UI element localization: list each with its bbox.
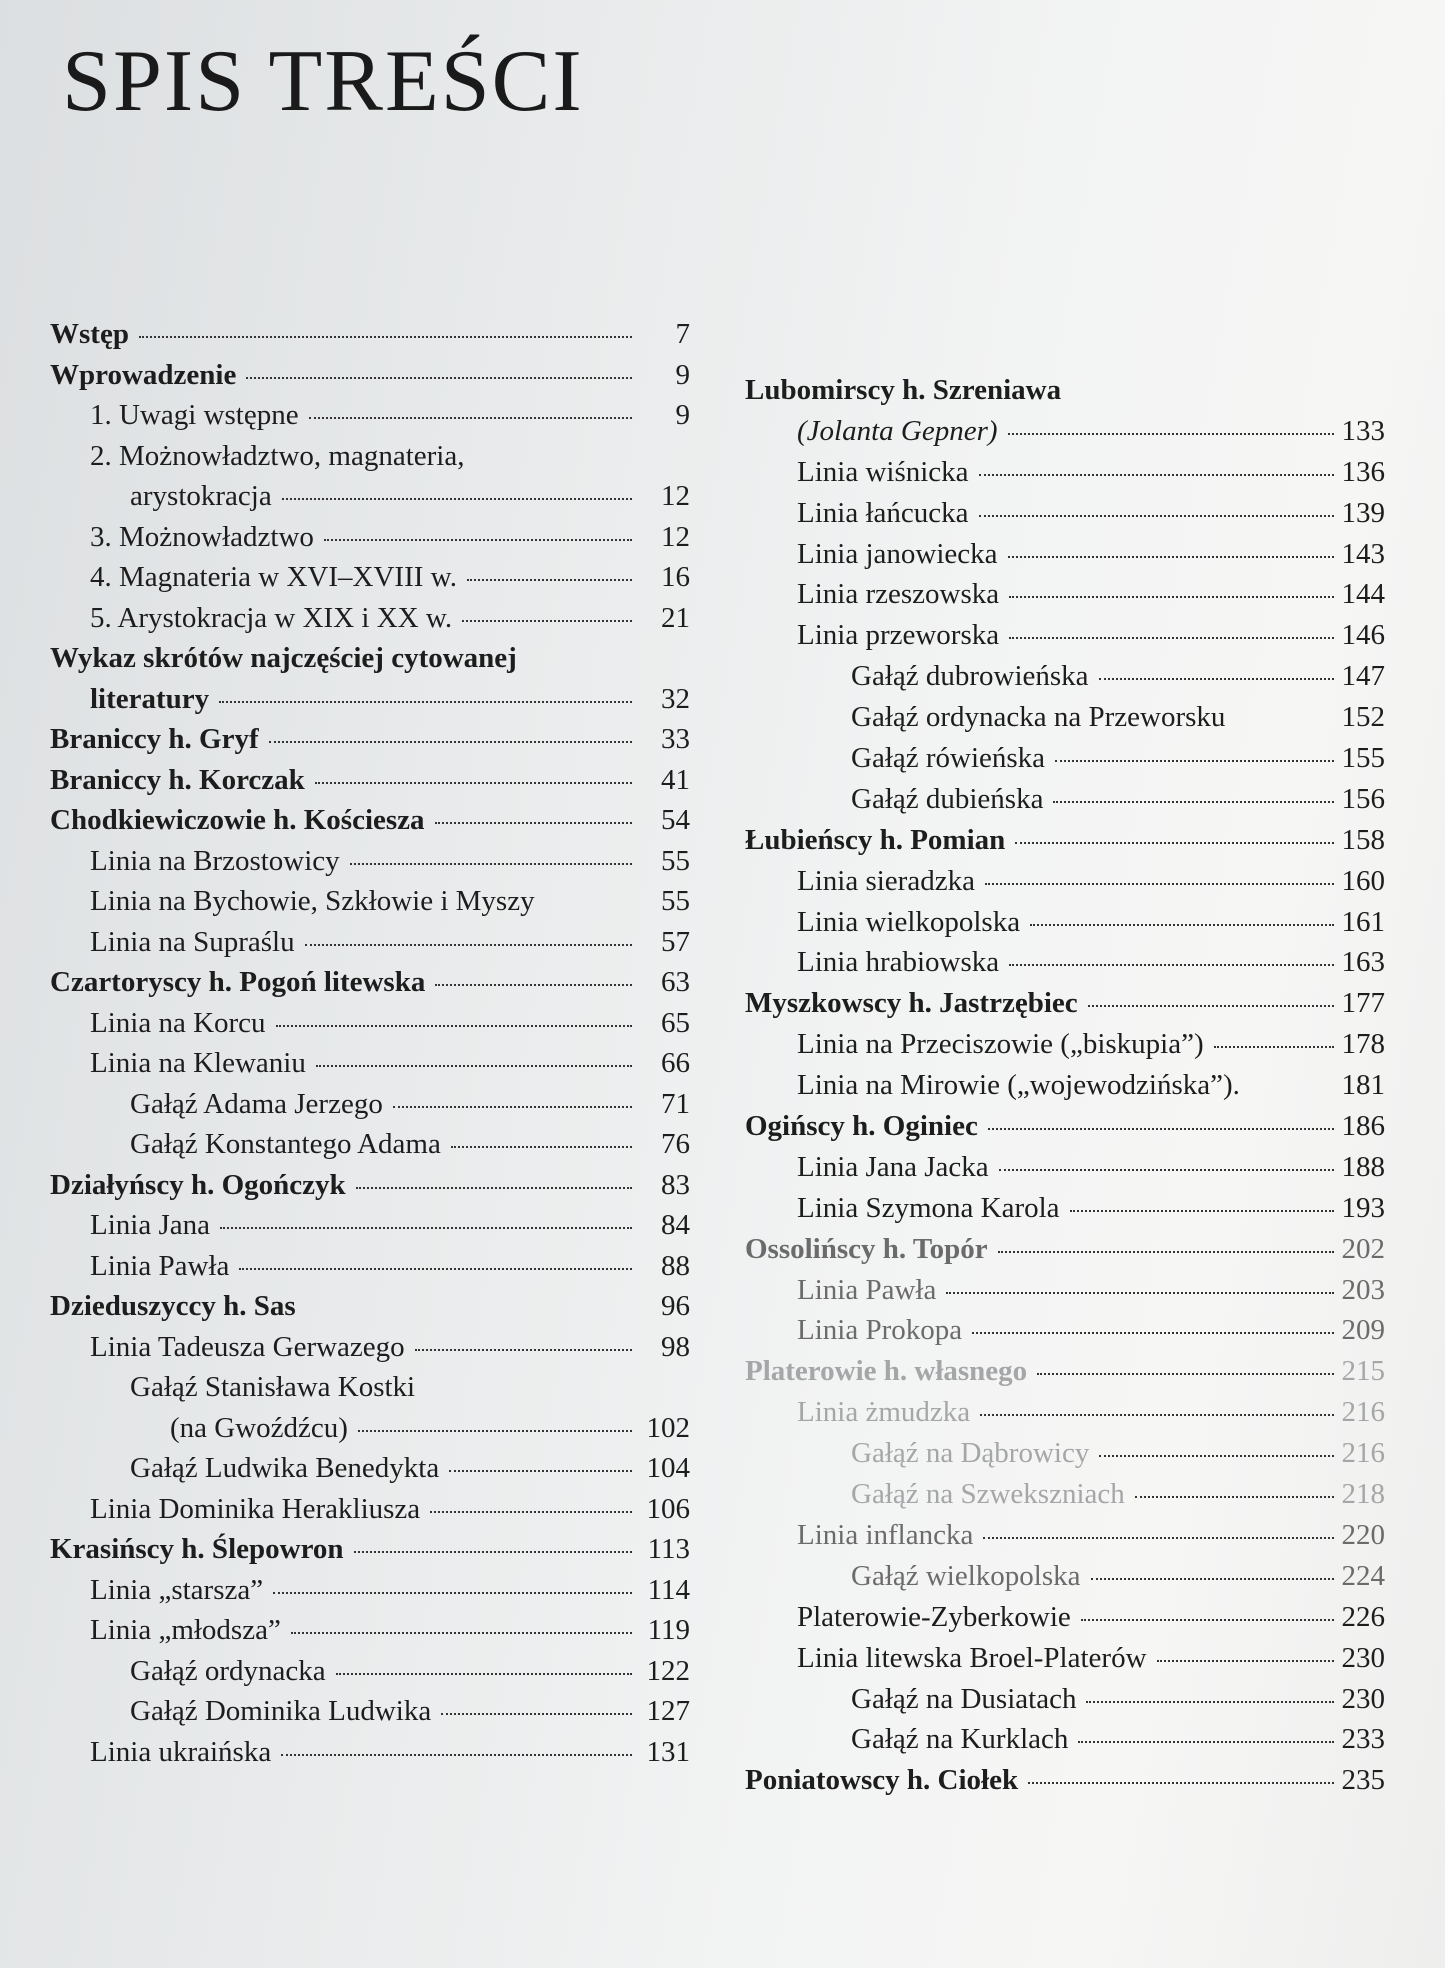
toc-entry-title: 3. Możnowładztwo [90,520,314,553]
toc-entry [50,480,690,521]
toc-entry-title: Gałąź Ludwika Benedykta [130,1452,440,1484]
toc-entry [745,1110,1385,1151]
toc-entry [50,885,690,926]
toc-entry-title: Linia litewska Broel-Platerów [797,1641,1147,1674]
toc-entry-page: 66 [661,1047,690,1079]
dot-leader [1009,596,1333,598]
toc-entry-title: (Jolanta Gepner) [797,414,998,447]
toc-entry-title: Linia Tadeusza Gerwazego [90,1330,405,1363]
toc-entry-page: 216 [1341,1396,1385,1429]
toc-entry-title: Gałąź na Kurklach [851,1723,1069,1756]
toc-entry-page: 144 [1341,578,1385,611]
dot-leader [435,822,632,824]
toc-entry-page: 63 [661,966,690,998]
dot-leader [273,1592,632,1594]
toc-entry-title: Platerowie-Zyberkowie [797,1600,1071,1633]
toc-entry [745,742,1385,783]
toc-entry-title: 1. Uwagi wstępne [90,399,299,431]
toc-entry-title: Linia rzeszowska [797,578,1000,611]
toc-entry-page: 114 [647,1573,690,1606]
toc-entry [50,1169,690,1210]
dot-leader [1214,1046,1334,1048]
toc-entry-title: Linia przeworska [797,619,1000,652]
dot-leader [449,1470,632,1472]
toc-entry-title: Czartoryscy h. Pogoń litewska [50,966,426,998]
toc-entry [745,1396,1385,1437]
toc-entry [50,1047,690,1088]
dot-leader [988,1128,1334,1130]
toc-entry-title: Gałąź dubrowieńska [851,660,1089,693]
toc-entry [745,783,1385,824]
toc-entry [50,1493,690,1534]
dot-leader [451,1146,632,1148]
toc-entry-page: 12 [661,520,690,553]
dot-leader [316,1065,632,1067]
dot-leader [972,1332,1333,1334]
dot-leader [1008,556,1334,558]
toc-entry-title: Wykaz skrótów najczęściej cytowanej [50,642,517,674]
toc-entry-title: Linia na Korcu [90,1006,266,1039]
dot-leader [1028,1782,1333,1784]
toc-entry-page: 233 [1341,1723,1385,1756]
toc-entry-title: Linia sieradzka [797,864,975,897]
toc-entry-page: 202 [1341,1232,1385,1265]
toc-entry-page: 215 [1341,1355,1385,1388]
toc-entry [745,1192,1385,1233]
toc-entry-page: 224 [1341,1559,1385,1592]
toc-entry-title: Gałąź na Dusiatach [851,1682,1077,1715]
toc-entry-page: 218 [1341,1478,1385,1511]
dot-leader [415,1349,632,1351]
toc-entry [50,1695,690,1736]
toc-entry-title: Gałąź rówieńska [851,742,1046,775]
toc-entry [50,642,690,683]
toc-entry [745,701,1385,742]
toc-entry-page: 84 [661,1209,690,1241]
dot-leader [1008,433,1334,435]
toc-entry-page: 163 [1341,946,1385,979]
toc-entry-page: 65 [661,1006,690,1039]
page-title: SPIS TREŚCI [62,33,584,130]
toc-entry-page: 106 [646,1492,690,1525]
toc-entry-title: Wprowadzenie [50,358,237,391]
toc-entry-title: Linia na Supraślu [90,925,295,958]
toc-entry-page: 71 [661,1087,690,1120]
dot-leader [220,1227,632,1229]
toc-entry-page: 127 [646,1695,690,1727]
toc-entry [745,1560,1385,1601]
toc-entry [745,824,1385,865]
dot-leader [393,1106,632,1108]
toc-entry-title: Linia „starsza” [90,1573,264,1606]
toc-entry [50,1007,690,1048]
toc-entry-title: Linia wiśnicka [797,455,969,488]
toc-entry [745,1028,1385,1069]
toc-entry-page: 230 [1341,1641,1385,1674]
dot-leader [1099,678,1334,680]
toc-entry [50,1574,690,1615]
toc-entry-page: 76 [661,1128,690,1160]
toc-entry-page: 16 [661,561,690,593]
toc-entry [745,946,1385,987]
toc-entry [745,1437,1385,1478]
toc-entry-title: Linia „młodsza” [90,1614,281,1646]
toc-entry-title: Linia na Przeciszowie („biskupia”) [797,1028,1204,1061]
toc-entry [745,1478,1385,1519]
toc-entry-title: 2. Możnowładztwo, magnateria, [90,439,465,472]
toc-entry-title: Linia Szymona Karola [797,1191,1060,1224]
toc-entry-title: Gałąź Konstantego Adama [130,1128,441,1160]
toc-entry [745,1723,1385,1764]
toc-entry-title: Ogińscy h. Oginiec [745,1110,978,1143]
toc-entry-title: Linia łańcucka [797,496,969,529]
toc-entry [745,1764,1385,1805]
toc-entry-title: Linia inflancka [797,1518,974,1551]
toc-column-left [50,318,690,1776]
dot-leader [435,984,632,986]
toc-entry-page: 136 [1341,455,1385,488]
toc-entry-title: Linia Pawła [797,1273,937,1306]
toc-entry [50,1088,690,1129]
dot-leader [1055,760,1333,762]
toc-entry-title: Linia na Mirowie („wojewodzińska”). [797,1069,1240,1102]
toc-entry [50,440,690,481]
toc-entry-title: Chodkiewiczowie h. Kościesza [50,804,425,836]
dot-leader [336,1673,632,1675]
dot-leader [291,1632,632,1634]
toc-entry [745,660,1385,701]
toc-entry [50,1371,690,1412]
toc-entry-page: 230 [1341,1682,1385,1715]
toc-entry-page: 181 [1341,1069,1385,1102]
toc-entry [50,1533,690,1574]
toc-entry-title: Ossolińscy h. Topór [745,1232,988,1265]
toc-entry-page: 96 [661,1290,690,1322]
dot-leader [1015,842,1333,844]
toc-entry-title: Krasińscy h. Ślepowron [50,1533,344,1565]
toc-entry [50,723,690,764]
dot-leader [315,782,632,784]
toc-entry-title: Gałąź ordynacka na Przeworsku [851,701,1226,734]
toc-entry-page: 57 [661,925,690,958]
toc-entry-title: Linia Jana [90,1209,210,1241]
toc-entry [50,804,690,845]
toc-entry-title: Linia na Bychowie, Szkłowie i Myszy [90,885,535,917]
toc-entry-page: 88 [661,1249,690,1282]
toc-entry-page: 235 [1341,1764,1385,1797]
toc-entry-page: 83 [661,1168,690,1201]
dot-leader [139,336,632,338]
toc-entry-page: 177 [1341,987,1385,1020]
toc-entry-page: 152 [1341,701,1385,734]
toc-entry [745,1274,1385,1315]
toc-entry [50,764,690,805]
toc-entry-page: 178 [1341,1028,1385,1061]
dot-leader [1157,1660,1334,1662]
toc-entry [50,1655,690,1696]
toc-entry-title: Linia ukraińska [90,1735,272,1768]
toc-entry-page: 55 [661,885,690,917]
dot-leader [441,1713,632,1715]
toc-entry [745,1151,1385,1192]
toc-entry [745,906,1385,947]
dot-leader [946,1292,1333,1294]
toc-entry-page: 161 [1341,905,1385,938]
toc-entry-page: 193 [1341,1191,1385,1224]
toc-entry-title: Linia janowiecka [797,537,998,570]
toc-entry-page: 7 [675,318,690,350]
toc-entry [50,399,690,440]
toc-entry [50,845,690,886]
toc-entry-page: 203 [1341,1273,1385,1306]
toc-entry-page: 156 [1341,782,1385,815]
toc-entry-title: 5. Arystokracja w XIX i XX w. [90,601,453,634]
toc-entry-page: 122 [646,1654,690,1687]
toc-entry-title: Gałąź na Dąbrowicy [851,1437,1090,1470]
toc-entry-title: Gałąź dubieńska [851,782,1044,815]
toc-column-right [745,374,1385,1805]
toc-entry-page: 186 [1341,1110,1385,1143]
toc-entry-page: 98 [661,1330,690,1363]
toc-entry-page: 55 [661,844,690,877]
toc-entry-title: Gałąź wielkopolska [851,1559,1081,1592]
toc-entry [745,1355,1385,1396]
dot-leader [462,620,632,622]
toc-entry-page: 220 [1341,1518,1385,1551]
toc-entry-page: 147 [1341,660,1385,693]
dot-leader [1099,1455,1333,1457]
dot-leader [467,579,632,581]
dot-leader [999,1169,1334,1171]
dot-leader [1078,1741,1333,1743]
toc-entry [50,521,690,562]
toc-entry-title: literatury [90,682,210,715]
toc-entry [745,619,1385,660]
dot-leader [305,944,632,946]
toc-entry-page: 54 [661,804,690,836]
dot-leader [324,539,632,541]
toc-entry [745,865,1385,906]
toc-entry-title: Linia Dominika Herakliusza [90,1492,421,1525]
toc-entry-title: Dzieduszyccy h. Sas [50,1290,296,1322]
dot-leader [1091,1578,1334,1580]
toc-entry-page: 226 [1341,1600,1385,1633]
toc-entry [50,683,690,724]
toc-entry-title: Linia hrabiowska [797,946,1000,979]
toc-entry [50,359,690,400]
dot-leader [276,1025,632,1027]
toc-entry-title: Linia wielkopolska [797,905,1021,938]
toc-entry [745,538,1385,579]
toc-entry-page: 32 [661,682,690,715]
toc-entry-page: 155 [1341,742,1385,775]
toc-entry [745,1519,1385,1560]
toc-entry-page: 133 [1341,414,1385,447]
toc-entry-title: Linia Jana Jacka [797,1150,989,1183]
toc-entry-page: 139 [1341,496,1385,529]
toc-entry [745,1642,1385,1683]
toc-entry-page: 158 [1341,823,1385,856]
toc-entry-title: Lubomirscy h. Szreniawa [745,374,1062,406]
dot-leader [356,1187,632,1189]
toc-entry-page: 21 [661,601,690,634]
toc-entry-title: Linia na Klewaniu [90,1047,306,1079]
dot-leader [979,515,1334,517]
toc-entry-title: Działyńscy h. Ogończyk [50,1168,346,1201]
dot-leader [239,1268,632,1270]
toc-entry [50,1290,690,1331]
dot-leader [350,863,632,865]
toc-entry-page: 102 [646,1411,690,1444]
toc-entry-title: Linia na Brzostowicy [90,844,340,877]
toc-entry-title: Linia Prokopa [797,1314,963,1347]
toc-entry [50,1209,690,1250]
dot-leader [282,498,632,500]
toc-entry-page: 143 [1341,537,1385,570]
toc-entry [50,926,690,967]
toc-entry-title: Poniatowscy h. Ciołek [745,1764,1019,1797]
toc-entry-title: Myszkowscy h. Jastrzębiec [745,987,1078,1020]
toc-entry-page: 119 [647,1614,690,1646]
toc-entry-title: Platerowie h. własnego [745,1355,1028,1388]
dot-leader [281,1754,632,1756]
dot-leader [1037,1373,1333,1375]
toc-entry [745,374,1385,415]
toc-entry-title: Gałąź ordynacka [130,1654,326,1687]
toc-entry [745,987,1385,1028]
toc-entry-title: Wstęp [50,318,129,350]
toc-entry-page: 113 [647,1533,690,1565]
toc-entry-title: Gałąź Adama Jerzego [130,1087,383,1120]
dot-leader [269,741,632,743]
toc-entry-page: 33 [661,723,690,755]
toc-entry-page: 41 [661,763,690,796]
toc-entry-title: Gałąź Dominika Ludwika [130,1695,432,1727]
dot-leader [430,1511,632,1513]
toc-entry-title: 4. Magnateria w XVI–XVIII w. [90,561,457,593]
toc-entry-page: 209 [1341,1314,1385,1347]
toc-entry [745,1683,1385,1724]
toc-entry-title: Linia żmudzka [797,1396,971,1429]
toc-entry-title: Gałąź na Szwekszniach [851,1478,1125,1511]
toc-entry [50,1128,690,1169]
dot-leader [1030,924,1333,926]
toc-entry [50,1250,690,1291]
dot-leader [309,417,632,419]
toc-entry-title: Łubieńscy h. Pomian [745,823,1006,856]
toc-entry-title: Braniccy h. Korczak [50,763,305,796]
toc-entry-page: 9 [675,358,690,391]
toc-entry-title: Gałąź Stanisława Kostki [130,1371,416,1403]
dot-leader [998,1251,1334,1253]
dot-leader [1009,637,1333,639]
dot-leader [1009,964,1333,966]
toc-entry [745,1314,1385,1355]
toc-entry-page: 160 [1341,864,1385,897]
dot-leader [985,883,1334,885]
toc-entry-title: Linia Pawła [90,1249,230,1282]
toc-entry [50,1452,690,1493]
toc-entry [745,1233,1385,1274]
toc-entry [745,1601,1385,1642]
toc-entry [50,966,690,1007]
dot-leader [354,1551,632,1553]
toc-entry-page: 12 [661,480,690,512]
toc-entry [50,1736,690,1777]
toc-entry-page: 216 [1341,1437,1385,1470]
toc-entry-page: 9 [675,399,690,431]
toc-entry-page: 146 [1341,619,1385,652]
toc-entry [745,578,1385,619]
dot-leader [1070,1210,1334,1212]
toc-entry-page: 131 [646,1735,690,1768]
toc-entry-title: Braniccy h. Gryf [50,723,259,755]
toc-entry [50,1614,690,1655]
dot-leader [246,377,632,379]
dot-leader [1088,1005,1334,1007]
toc-entry [50,318,690,359]
toc-entry [50,602,690,643]
dot-leader [219,701,632,703]
toc-entry [745,456,1385,497]
dot-leader [983,1537,1333,1539]
toc-entry [50,1331,690,1372]
toc-entry-page: 104 [646,1452,690,1484]
dot-leader [980,1414,1333,1416]
toc-entry [745,415,1385,456]
toc-entry-title: arystokracja [130,480,272,512]
toc-entry-page: 188 [1341,1150,1385,1183]
toc-entry [50,1412,690,1453]
toc-entry [745,1069,1385,1110]
dot-leader [1086,1701,1333,1703]
toc-entry-title: (na Gwoźdźcu) [170,1411,348,1444]
dot-leader [1135,1496,1334,1498]
toc-entry [745,497,1385,538]
dot-leader [1081,1619,1334,1621]
dot-leader [979,474,1334,476]
toc-entry [50,561,690,602]
dot-leader [1053,801,1333,803]
dot-leader [358,1430,632,1432]
